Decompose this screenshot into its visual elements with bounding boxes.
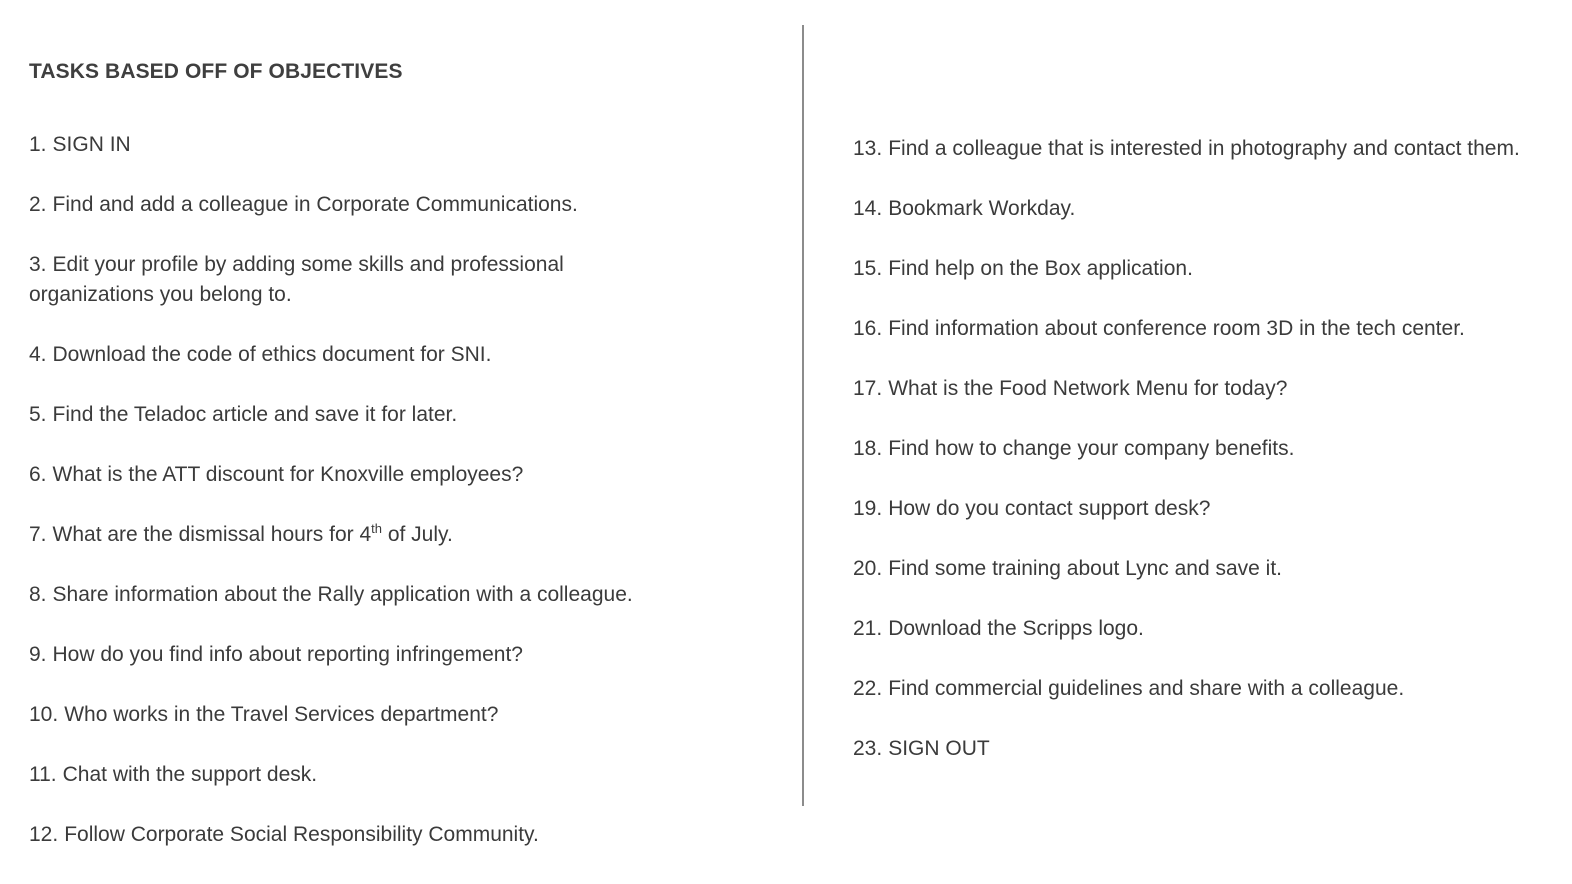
task-item — [853, 254, 1553, 284]
task-text: Follow Corporate Social Responsibility Community. — [64, 823, 539, 846]
task-text: Find the Teladoc article and save it for later. — [52, 403, 458, 426]
task-text: Find some training about Lync and save it. — [888, 557, 1282, 580]
task-number: 9. — [29, 643, 47, 666]
task-number: 4. — [29, 343, 47, 366]
task-number: 14. — [853, 197, 883, 220]
task-number: 19. — [853, 497, 883, 520]
task-item — [853, 494, 1553, 524]
task-number: 3. — [29, 253, 47, 276]
task-number: 21. — [853, 617, 883, 640]
task-text: Download the Scripps logo. — [888, 617, 1144, 640]
task-item — [29, 520, 769, 550]
task-item — [853, 194, 1553, 224]
task-text: Download the code of ethics document for SNI. — [52, 343, 492, 366]
task-text: What is the ATT discount for Knoxville employees? — [52, 463, 524, 486]
task-text: Find how to change your company benefits. — [888, 437, 1295, 460]
task-item — [853, 434, 1553, 464]
page-title: TASKS BASED OFF OF OBJECTIVES — [29, 60, 403, 83]
ordinal-superscript: th — [371, 521, 382, 536]
task-number: 2. — [29, 193, 47, 216]
task-number: 5. — [29, 403, 47, 426]
task-item — [29, 130, 769, 160]
task-number: 12. — [29, 823, 59, 846]
task-number: 18. — [853, 437, 883, 460]
task-text: Find information about conference room 3D in the tech center. — [888, 317, 1465, 340]
task-item — [29, 250, 629, 310]
task-number: 11. — [29, 763, 57, 786]
task-number: 10. — [29, 703, 59, 726]
task-text: Find commercial guidelines and share with a colleague. — [888, 677, 1405, 700]
task-item — [29, 700, 769, 730]
task-item — [853, 314, 1553, 344]
task-item — [29, 820, 769, 850]
task-number: 15. — [853, 257, 883, 280]
task-text: Bookmark Workday. — [888, 197, 1076, 220]
task-number: 6. — [29, 463, 47, 486]
task-item — [853, 674, 1553, 704]
task-text: Find and add a colleague in Corporate Communications. — [52, 193, 578, 216]
task-item — [29, 460, 769, 490]
task-text: Find help on the Box application. — [888, 257, 1193, 280]
task-text: How do you contact support desk? — [888, 497, 1211, 520]
task-text: What are the dismissal hours for 4 — [52, 523, 372, 546]
task-item — [853, 554, 1553, 584]
task-text: Who works in the Travel Services department? — [64, 703, 499, 726]
task-number: 17. — [853, 377, 883, 400]
task-number: 16. — [853, 317, 883, 340]
task-text-suffix: of July. — [382, 523, 453, 546]
task-item — [29, 640, 769, 670]
task-item — [29, 340, 769, 370]
task-item — [29, 400, 769, 430]
task-item — [29, 760, 769, 790]
task-item — [29, 580, 769, 610]
task-text: SIGN OUT — [888, 737, 990, 760]
task-text: What is the Food Network Menu for today? — [888, 377, 1288, 400]
task-number: 8. — [29, 583, 47, 606]
task-item — [29, 190, 769, 220]
task-text: Chat with the support desk. — [62, 763, 318, 786]
task-list-right — [853, 134, 1553, 794]
column-divider — [802, 25, 804, 806]
task-text: How do you find info about reporting infringement? — [52, 643, 523, 666]
task-item — [853, 614, 1553, 644]
task-number: 7. — [29, 523, 47, 546]
task-item — [853, 374, 1553, 404]
task-text: Edit your profile by adding some skills and professional organizations you belong to. — [29, 253, 564, 306]
task-list-left — [29, 130, 769, 880]
task-text: Find a colleague that is interested in photography and contact them. — [888, 137, 1520, 160]
task-number: 22. — [853, 677, 883, 700]
task-number: 20. — [853, 557, 883, 580]
task-item — [853, 734, 1553, 764]
task-number: 13. — [853, 137, 883, 160]
task-number: 1. — [29, 133, 47, 156]
task-number: 23. — [853, 737, 883, 760]
task-text: SIGN IN — [52, 133, 131, 156]
task-text: Share information about the Rally application with a colleague. — [52, 583, 633, 606]
task-item — [853, 134, 1553, 164]
